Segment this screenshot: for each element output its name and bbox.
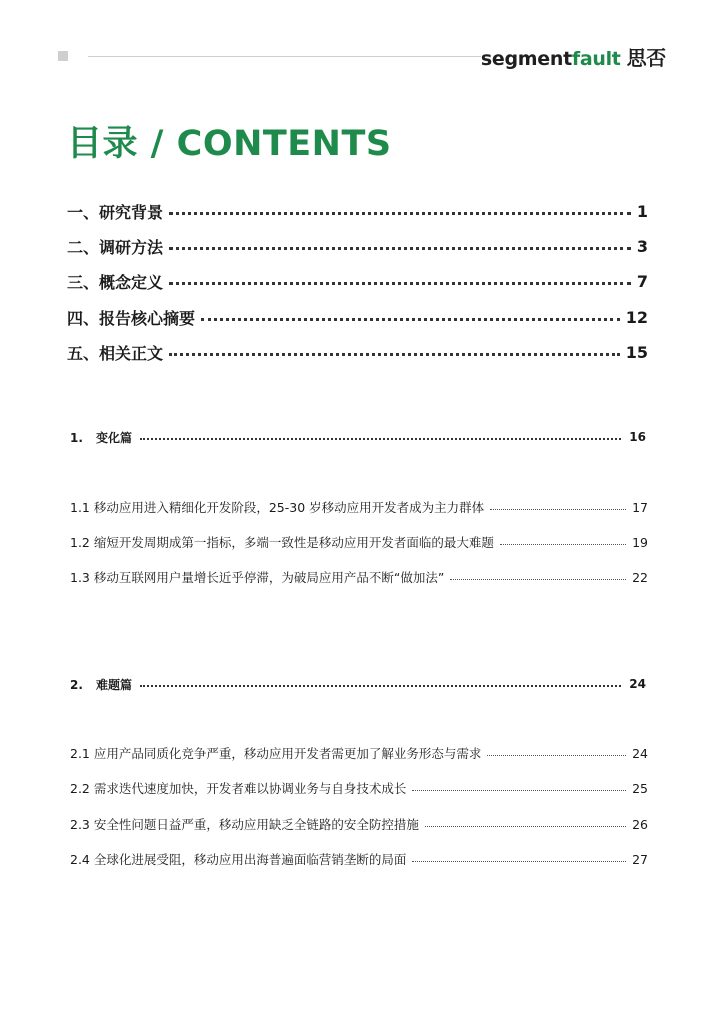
toc-section-heading[interactable]: [70, 427, 646, 447]
dot-leader: [140, 438, 621, 440]
toc-main-item[interactable]: [67, 267, 648, 295]
header-divider: [88, 56, 481, 57]
section-number: 1.: [70, 430, 83, 445]
toc-sub-label: 2.3 安全性问题日益严重，移动应用缺乏全链路的安全防控措施: [70, 817, 419, 832]
dot-leader: [490, 509, 626, 510]
section-number: 2.: [70, 677, 83, 692]
toc-page-number: 19: [632, 534, 648, 550]
toc-main-label: 一、研究背景: [67, 202, 164, 222]
toc-main-item[interactable]: [67, 197, 648, 225]
dot-leader: [450, 579, 626, 580]
toc-main-label: 二、调研方法: [67, 237, 164, 257]
section-label: 难题篇: [96, 677, 133, 692]
brand-segment: segment: [480, 48, 572, 70]
toc-sub-item[interactable]: [70, 814, 648, 834]
toc-page-number: 27: [632, 851, 648, 867]
toc-page-number: 1: [636, 201, 648, 221]
toc-page-number: 24: [632, 745, 648, 761]
toc-page-number: 24: [629, 677, 646, 691]
dot-leader: [140, 685, 621, 687]
toc-sub-label: 1.1 移动应用进入精细化开发阶段，25-30 岁移动应用开发者成为主力群体: [70, 500, 485, 515]
toc-sub-item[interactable]: [70, 743, 648, 763]
toc-page-number: 12: [625, 307, 648, 327]
toc-sub-label: 1.2 缩短开发周期成第一指标，多端一致性是移动应用开发者面临的最大难题: [70, 535, 494, 550]
dot-leader: [169, 282, 631, 285]
dot-leader: [487, 755, 626, 756]
toc-sub-label: 2.4 全球化进展受阻，移动应用出海普遍面临营销垄断的局面: [70, 852, 407, 867]
toc-page-number: 16: [629, 430, 646, 444]
dot-leader: [500, 544, 626, 545]
toc-page-number: 15: [625, 342, 648, 362]
toc-sub-item[interactable]: [70, 567, 648, 587]
toc-page-number: 25: [632, 780, 648, 796]
toc-sub-label: 2.1 应用产品同质化竞争严重，移动应用开发者需更加了解业务形态与需求: [70, 746, 482, 761]
toc-page-number: 22: [632, 569, 648, 585]
toc-section-heading[interactable]: [70, 674, 646, 694]
brand-fault: fault: [571, 48, 621, 70]
brand-chinese: 思否: [626, 46, 666, 70]
toc-main-label: 四、报告核心摘要: [67, 308, 196, 328]
toc-page-number: 7: [636, 271, 648, 291]
toc-main-item[interactable]: [67, 338, 648, 366]
toc-page-number: 26: [632, 816, 648, 832]
dot-leader: [169, 212, 631, 215]
toc-main-item[interactable]: [67, 303, 648, 331]
toc-sub-item[interactable]: [70, 849, 648, 869]
dot-leader: [412, 861, 626, 862]
toc-sub-item[interactable]: [70, 497, 648, 517]
dot-leader: [169, 247, 631, 250]
dot-leader: [201, 318, 620, 321]
dot-leader: [169, 353, 620, 356]
dot-leader: [425, 826, 626, 827]
toc-main-item[interactable]: [67, 232, 648, 260]
toc-page-number: 3: [636, 236, 648, 256]
page-title: 目录 / CONTENTS: [67, 124, 392, 164]
dot-leader: [412, 790, 626, 791]
header-square-mark: [58, 51, 68, 61]
toc-sub-label: 2.2 需求迭代速度加快，开发者难以协调业务与自身技术成长: [70, 781, 407, 796]
toc-sub-label: 1.3 移动互联网用户量增长近乎停滞，为破局应用产品不断“做加法”: [70, 570, 445, 585]
toc-sub-item[interactable]: [70, 532, 648, 552]
brand-logo: [481, 42, 666, 71]
toc-page-number: 17: [632, 499, 648, 515]
toc-main-label: 五、相关正文: [67, 343, 164, 363]
toc-sub-item[interactable]: [70, 778, 648, 798]
section-label: 变化篇: [96, 430, 133, 445]
toc-main-label: 三、概念定义: [67, 272, 164, 292]
